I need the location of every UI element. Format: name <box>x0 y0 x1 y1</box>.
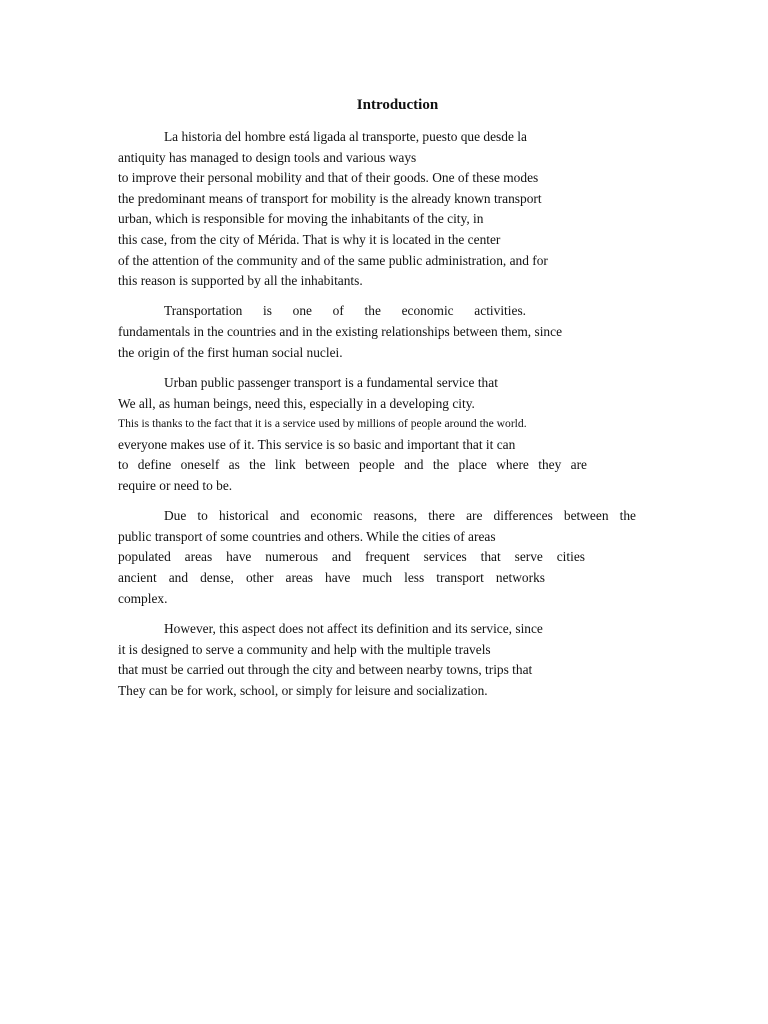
paragraph-4-justified-a <box>118 547 585 568</box>
paragraph-line: They can be for work, school, or simply for leisure and socialization. <box>118 682 488 698</box>
paragraph-line: public transport of some countries and others. While the cities of areas <box>118 529 496 544</box>
paragraph-line: to define oneself as the link between people and the place where they are <box>118 457 587 472</box>
paragraph-line: This is thanks to the fact that it is a service used by millions of people around the world. <box>118 417 527 431</box>
page-title: Introduction <box>356 97 439 113</box>
paragraph-line: that must be carried out through the city and between nearby towns, trips that <box>118 662 533 678</box>
paragraph-line: of the attention of the community and of the same public administration, and for <box>118 252 548 268</box>
paragraph-2 <box>118 301 526 322</box>
paragraph-line: complex. <box>118 591 168 606</box>
paragraph-line: urban, which is responsible for moving the inhabitants of the city, in <box>118 211 484 227</box>
paragraph-line: to improve their personal mobility and that of their goods. One of these modes <box>118 170 539 186</box>
paragraph-3-end <box>118 476 638 497</box>
paragraph-line: Transportation is one of the economic activities. <box>164 303 526 318</box>
paragraph-line: everyone makes use of it. This service is so basic and important that it can <box>118 436 516 452</box>
paragraph-3-justified <box>118 455 587 476</box>
paragraph-line: require or need to be. <box>118 478 233 493</box>
paragraph-line: ancient and dense, other areas have much less transport networks <box>118 570 545 585</box>
paragraph-line: populated areas have numerous and frequent services that serve cities <box>118 549 585 564</box>
paragraph-4-continued <box>118 527 638 548</box>
paragraph-line: Due to historical and economic reasons, there are differences between the <box>164 508 636 523</box>
paragraph-line: La historia del hombre está ligada al transporte, puesto que desde la <box>164 129 527 144</box>
paragraph-line: fundamentals in the countries and in the existing relationships between them, since <box>118 324 563 339</box>
paragraph-line: Urban public passenger transport is a fundamental service that <box>164 375 498 390</box>
paragraph-2-continued <box>118 322 638 363</box>
paragraph-line: the origin of the first human social nuclei. <box>118 344 343 360</box>
paragraph-line: this reason is supported by all the inhabitants. <box>118 273 363 289</box>
paragraph-line: this case, from the city of Mérida. That is why it is located in the center <box>118 231 501 247</box>
paragraph-3 <box>118 373 638 455</box>
paragraph-4 <box>118 506 636 527</box>
paragraph-4-end <box>118 589 638 610</box>
paragraph-1 <box>118 127 638 292</box>
paragraph-line: We all, as human beings, need this, especially in a developing city. <box>118 395 475 411</box>
paragraph-4-justified-b <box>118 568 545 589</box>
paragraph-line: the predominant means of transport for mobility is the already known transport <box>118 190 542 206</box>
paragraph-line: it is designed to serve a community and help with the multiple travels <box>118 641 491 657</box>
paragraph-line: antiquity has managed to design tools and various ways <box>118 149 417 165</box>
paragraph-5 <box>118 619 638 701</box>
paragraph-line: However, this aspect does not affect its definition and its service, since <box>164 621 543 636</box>
